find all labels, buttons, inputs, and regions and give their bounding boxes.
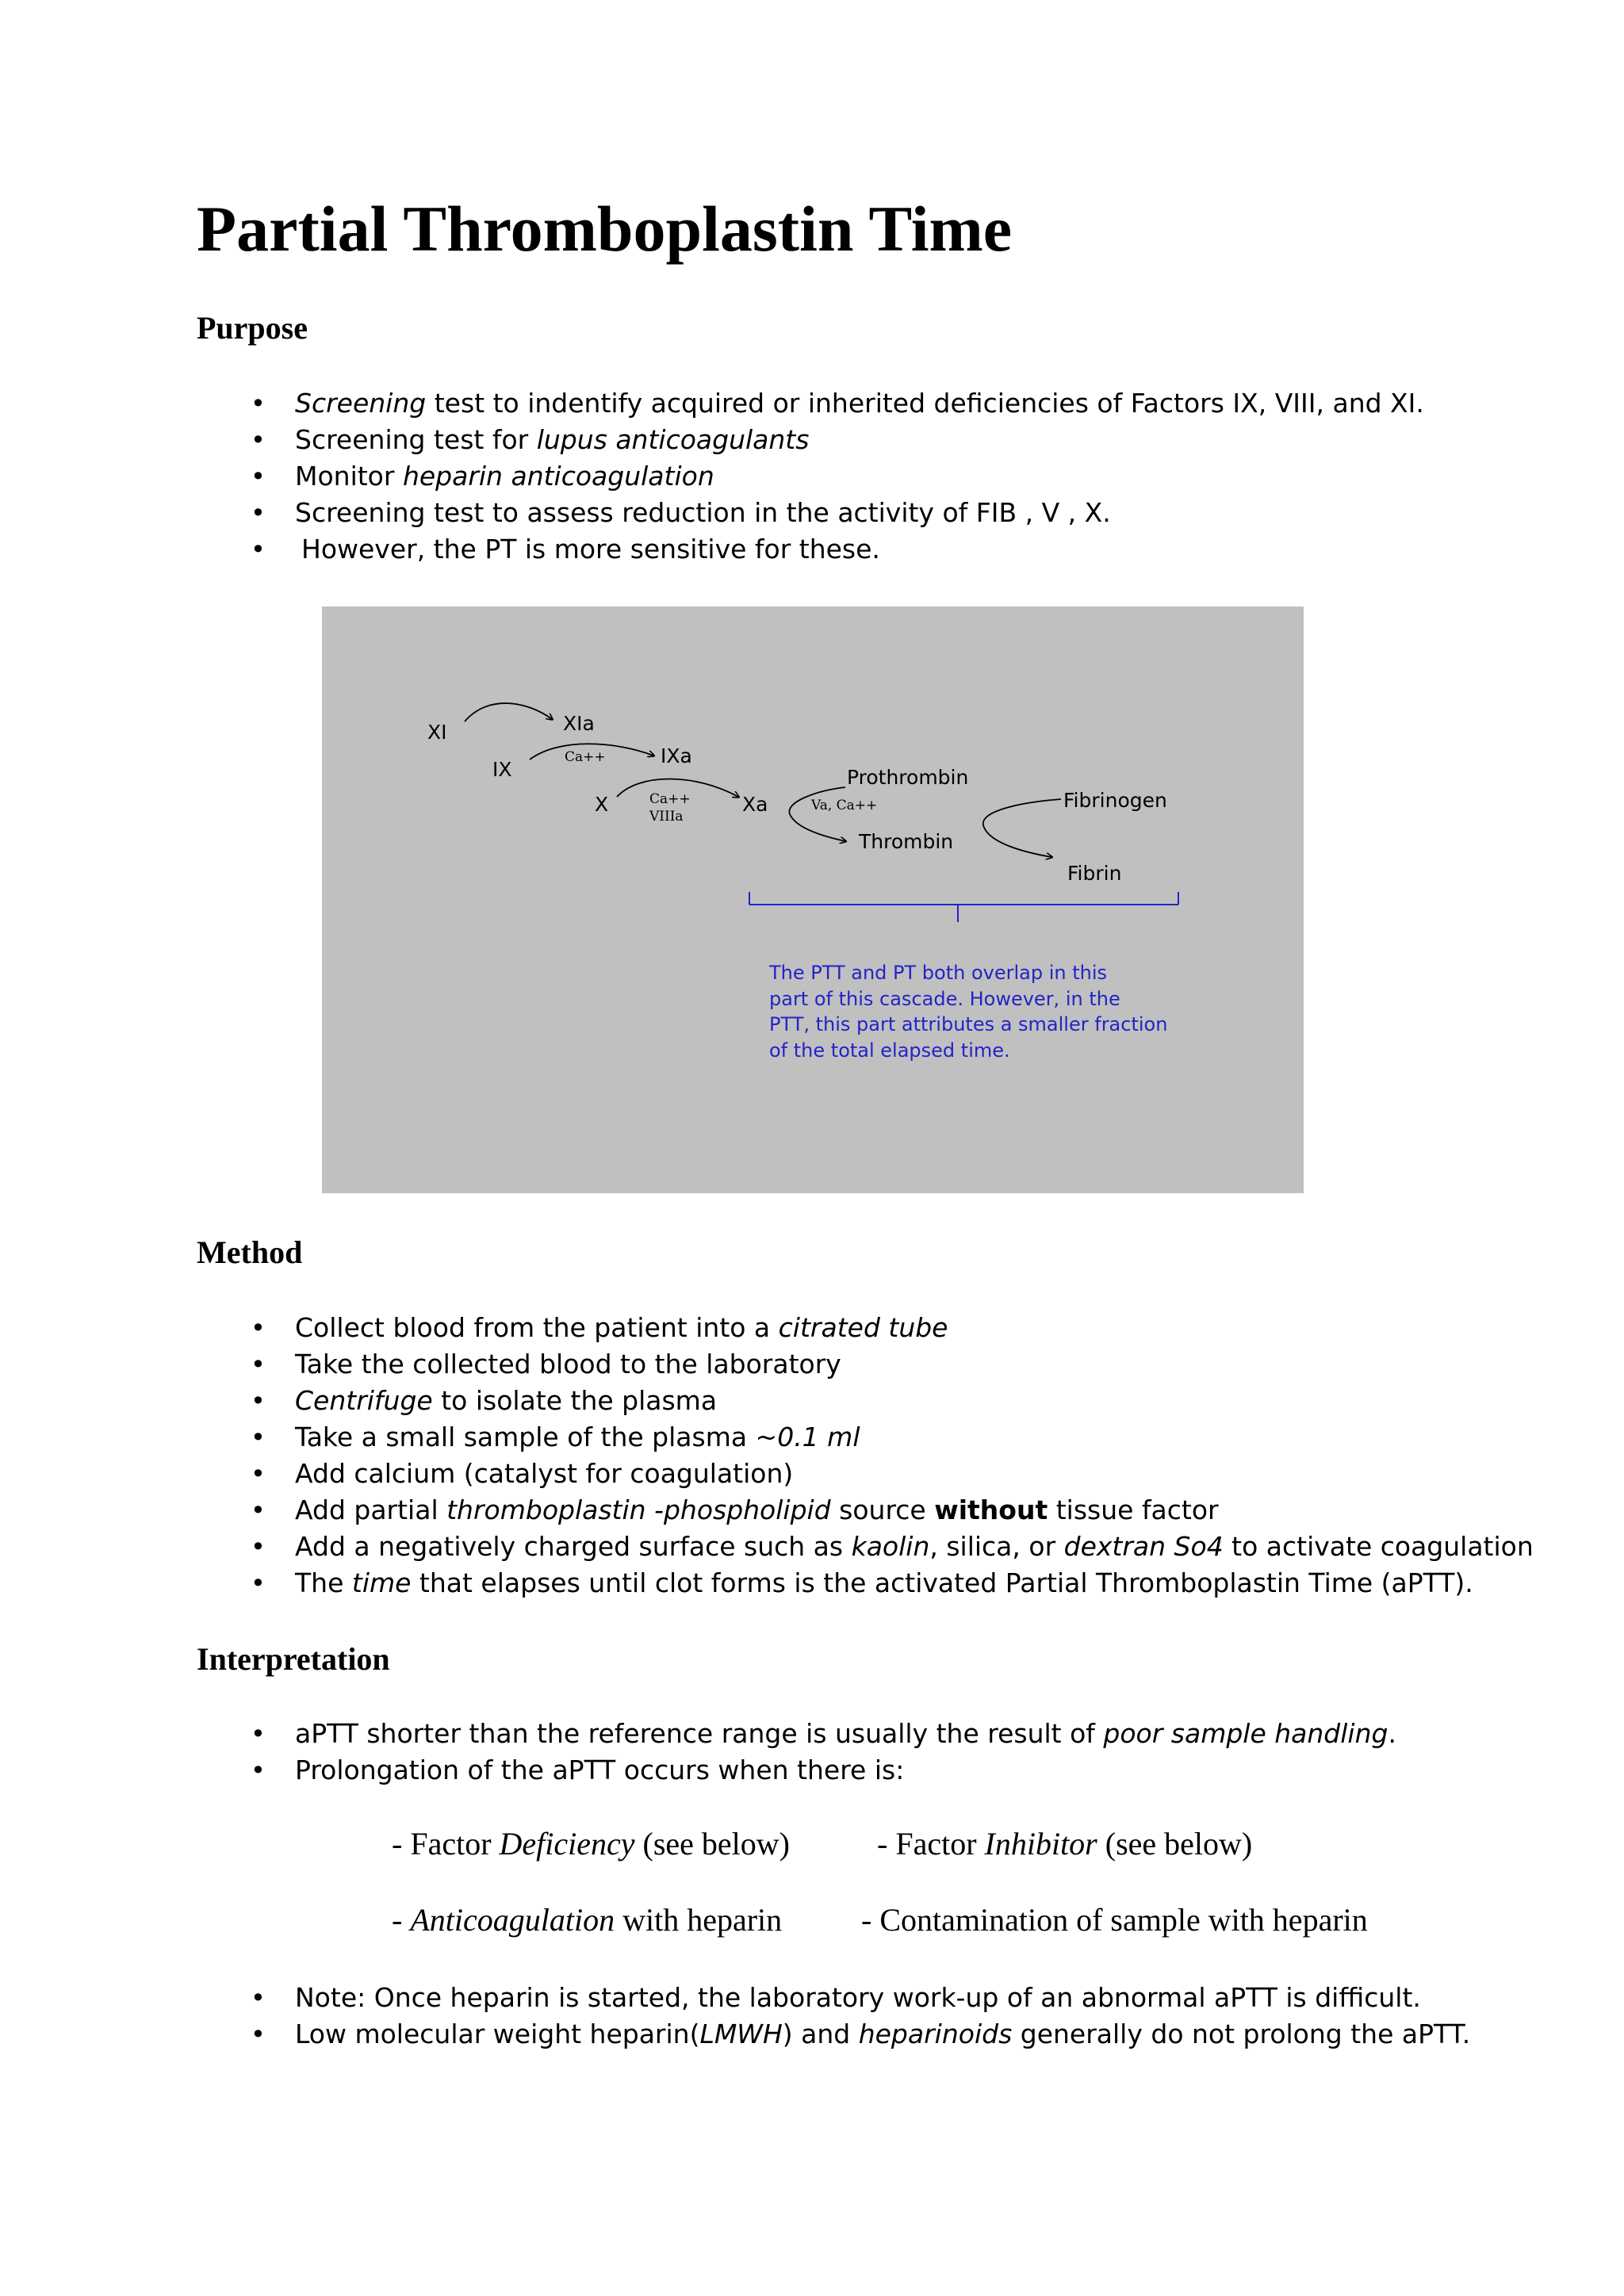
- diagram-background: [322, 607, 1304, 1193]
- svg-text:of the total elapsed time.: of the total elapsed time.: [769, 1039, 1010, 1062]
- label-calcium-2: Ca++: [649, 791, 691, 807]
- list-item: • Collect blood from the patient into a citrated tube: [197, 1310, 1534, 1346]
- cause-factor-inhibitor: - Factor Inhibitor (see below): [877, 1826, 1253, 1862]
- list-item: • Prolongation of the aPTT occurs when there is:: [197, 1752, 1396, 1789]
- list-item: • The time that elapses until clot forms is the activated Partial Thromboplastin Time (aPTT).: [197, 1565, 1534, 1601]
- list-item: • Screening test to assess reduction in the activity of FIB , V , X.: [197, 495, 1424, 531]
- purpose-heading: Purpose: [197, 310, 308, 346]
- label-viiia: VIIIa: [649, 809, 684, 825]
- purpose-list: [197, 385, 1424, 568]
- label-xi: XI: [427, 721, 447, 744]
- list-item: • Monitor heparin anticoagulation: [197, 458, 1424, 495]
- svg-text:The PTT and PT both overlap in: The PTT and PT both overlap in this: [769, 962, 1108, 984]
- method-list: [197, 1310, 1534, 1601]
- list-item: • Screening test to indentify acquired or inherited deficiencies of Factors IX, VIII, and XI.: [197, 385, 1424, 422]
- list-item: • Take the collected blood to the laboratory: [197, 1346, 1534, 1383]
- coagulation-cascade-diagram: [322, 607, 1304, 1193]
- label-fibrin: Fibrin: [1067, 862, 1122, 885]
- interpretation-heading: Interpretation: [197, 1641, 390, 1677]
- label-x: X: [595, 793, 609, 816]
- interpretation-list: [197, 1716, 1396, 1789]
- label-prothrombin: Prothrombin: [847, 766, 969, 789]
- list-item: • Centrifuge to isolate the plasma: [197, 1383, 1534, 1419]
- svg-text:PTT, this part attributes a sm: PTT, this part attributes a smaller fraction: [769, 1013, 1168, 1035]
- cause-factor-deficiency: - Factor Deficiency (see below): [392, 1826, 790, 1862]
- label-thrombin: Thrombin: [859, 830, 954, 853]
- list-item: • Add partial thromboplastin -phospholipid source without tissue factor: [197, 1492, 1534, 1529]
- label-xia: XIa: [563, 712, 595, 735]
- cause-contamination: - Contamination of sample with heparin: [861, 1902, 1368, 1938]
- label-fibrinogen: Fibrinogen: [1063, 789, 1167, 812]
- label-ixa: IXa: [661, 744, 692, 767]
- list-item: • Low molecular weight heparin(LMWH) and heparinoids generally do not prolong the aPTT.: [197, 2016, 1470, 2053]
- method-heading: Method: [197, 1234, 303, 1270]
- list-item: • aPTT shorter than the reference range is usually the result of poor sample handling.: [197, 1716, 1396, 1752]
- list-item: • Take a small sample of the plasma ~0.1 ml: [197, 1419, 1534, 1456]
- list-item: • Add calcium (catalyst for coagulation): [197, 1456, 1534, 1492]
- label-va-calcium: Va, Ca++: [811, 798, 878, 813]
- cause-anticoagulation: - Anticoagulation with heparin: [392, 1902, 783, 1938]
- label-xa: Xa: [742, 793, 768, 816]
- interpretation-notes: [197, 1980, 1470, 2053]
- list-item: • Screening test for lupus anticoagulants: [197, 422, 1424, 458]
- svg-text:part of this cascade. However: part of this cascade. However, in the: [769, 988, 1120, 1010]
- list-item: • However, the PT is more sensitive for these.: [197, 531, 1424, 568]
- list-item: • Note: Once heparin is started, the laboratory work-up of an abnormal aPTT is difficult.: [197, 1980, 1470, 2016]
- list-item: • Add a negatively charged surface such as kaolin, silica, or dextran So4 to activate coagulation: [197, 1529, 1534, 1565]
- page-title: Partial Thromboplastin Time: [197, 193, 1013, 265]
- label-ix: IX: [492, 758, 512, 781]
- label-calcium-1: Ca++: [565, 749, 606, 765]
